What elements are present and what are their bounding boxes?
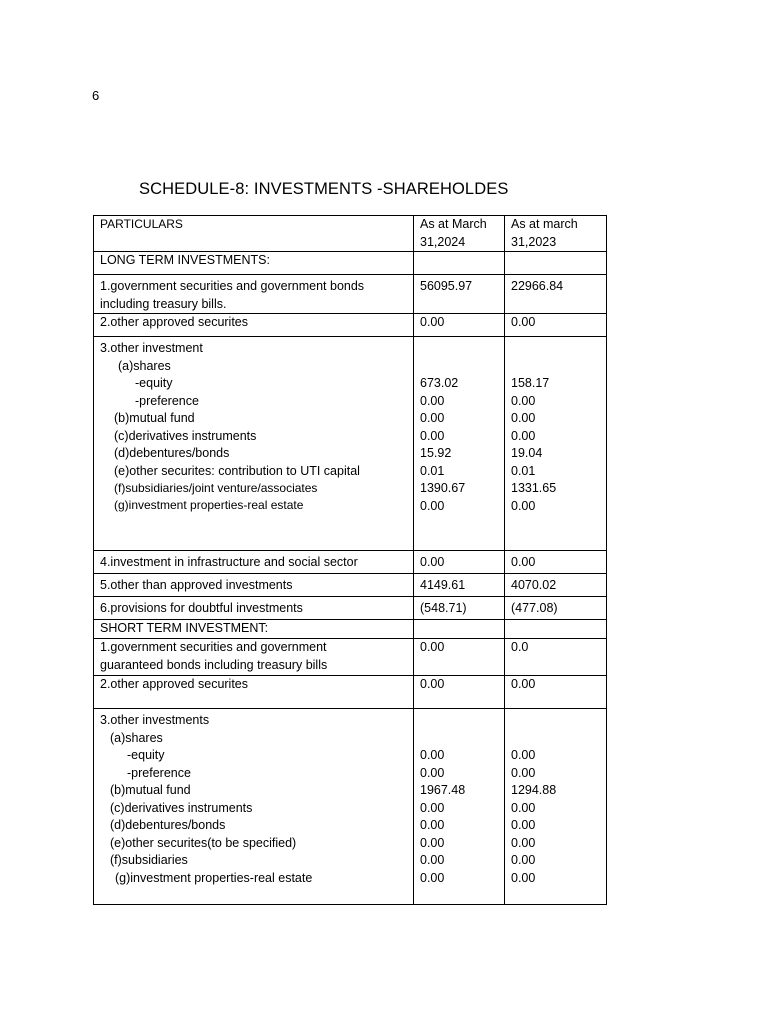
row-value-2023: 0.00: [505, 314, 607, 337]
long-term-heading: LONG TERM INVESTMENTS:: [94, 252, 414, 275]
row-value-2024: 0.00: [414, 314, 505, 337]
row-label: 2.other approved securites: [94, 676, 414, 709]
table-header-row: [94, 216, 607, 252]
table-row: [94, 314, 607, 337]
page-number: 6: [92, 88, 100, 103]
row-label: 6.provisions for doubtful investments: [94, 597, 414, 620]
table-row: [94, 709, 607, 905]
header-particulars: PARTICULARS: [94, 216, 414, 252]
section-heading-row: [94, 620, 607, 639]
row-value-2023: 0.0: [505, 639, 607, 676]
row-value-2024: 0.00: [414, 639, 505, 676]
section-heading-row: [94, 252, 607, 275]
schedule-title: SCHEDULE-8: INVESTMENTS -SHAREHOLDES: [139, 180, 509, 198]
row-label: 3.other investment (a)shares -equity -preference (b)mutual fund (c)derivatives instruments (d)debentures/bonds (e)other securites: contribution to UTI capital (f)subsidiaries/joint venture/associates (g)investment properties-real estate: [94, 337, 414, 551]
row-values-2023: 0.00 0.00 1294.88 0.00 0.00 0.00 0.00 0.00: [505, 709, 607, 905]
table-row: [94, 551, 607, 574]
row-value-2024: (548.71): [414, 597, 505, 620]
row-value-2023: 0.00: [505, 676, 607, 709]
row-value-2024: 56095.97: [414, 275, 505, 314]
row-label: 4.investment in infrastructure and social sector: [94, 551, 414, 574]
row-values-2024: 0.00 0.00 1967.48 0.00 0.00 0.00 0.00 0.00: [414, 709, 505, 905]
row-label: 1.government securities and government bonds including treasury bills.: [94, 275, 414, 314]
header-march-2023: As at march 31,2023: [505, 216, 607, 252]
table-row: [94, 337, 607, 551]
row-value-2023: 4070.02: [505, 574, 607, 597]
investments-table: [93, 215, 607, 905]
header-march-2024: As at March 31,2024: [414, 216, 505, 252]
row-value-2023: (477.08): [505, 597, 607, 620]
table-row: [94, 676, 607, 709]
row-label: 2.other approved securites: [94, 314, 414, 337]
row-label: 1.government securities and government guaranteed bonds including treasury bills: [94, 639, 414, 676]
table-row: [94, 639, 607, 676]
short-term-heading: SHORT TERM INVESTMENT:: [94, 620, 414, 639]
table-row: [94, 275, 607, 314]
row-value-2024: 0.00: [414, 551, 505, 574]
row-value-2023: 0.00: [505, 551, 607, 574]
row-label: 5.other than approved investments: [94, 574, 414, 597]
table-row: [94, 597, 607, 620]
row-values-2024: 673.02 0.00 0.00 0.00 15.92 0.01 1390.67 0.00: [414, 337, 505, 551]
row-value-2023: 22966.84: [505, 275, 607, 314]
table-row: [94, 574, 607, 597]
row-label: 3.other investments (a)shares -equity -preference (b)mutual fund (c)derivatives instruments (d)debentures/bonds (e)other securites(to be specified) (f)subsidiaries (g)investment properties-real estate: [94, 709, 414, 905]
row-value-2024: 0.00: [414, 676, 505, 709]
row-value-2024: 4149.61: [414, 574, 505, 597]
row-values-2023: 158.17 0.00 0.00 0.00 19.04 0.01 1331.65 0.00: [505, 337, 607, 551]
